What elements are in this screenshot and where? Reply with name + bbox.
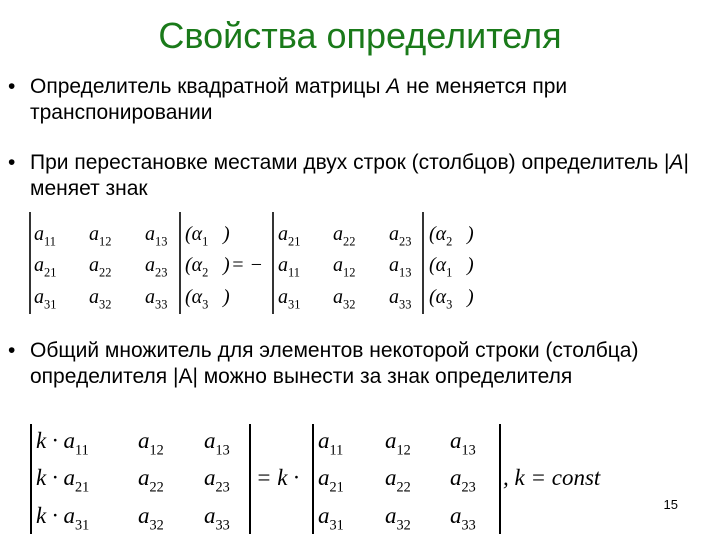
- matrix-element: $a_{23}$: [389, 223, 412, 249]
- matrix-element: $a_{33}$: [145, 286, 168, 312]
- matrix-element: $a_{12}$: [138, 428, 164, 459]
- bullet-text-part: При перестановке местами двух строк (столбцов) определитель |: [30, 151, 670, 174]
- equals-minus-sign: = −: [231, 254, 263, 276]
- column-label-paren: ): [223, 254, 230, 276]
- matrix-variable: A: [669, 151, 684, 174]
- matrix-element: $a_{22}$: [89, 254, 112, 280]
- matrix-element: $a_{31}$: [34, 286, 57, 312]
- k-constant-condition: , k = const: [503, 465, 601, 490]
- matrix-element: $a_{22}$: [138, 465, 164, 496]
- bullet-text: Общий множитель для элементов некоторой строки (столбца) определителя |А| можно вынести за знак определителя: [30, 339, 639, 388]
- matrix-element: $a_{31}$: [318, 503, 344, 534]
- matrix-element: $a_{23}$: [450, 465, 476, 496]
- matrix-element: $a_{31}$: [278, 286, 301, 312]
- matrix-element: $a_{13}$: [450, 428, 476, 459]
- matrix-element: $k \cdot a_{31}$: [36, 503, 90, 534]
- matrix-element: $a_{22}$: [333, 223, 356, 249]
- bullet-marker: •: [8, 151, 16, 174]
- matrix-element: $a_{13}$: [389, 254, 412, 280]
- matrix-element: $a_{33}$: [204, 503, 230, 534]
- matrix-element: $a_{13}$: [145, 223, 168, 249]
- matrix-element: $a_{12}$: [89, 223, 112, 249]
- matrix-element: $a_{21}$: [318, 465, 344, 496]
- column-label: ($\alpha_2$: [185, 254, 209, 280]
- bullet-text-part: | меняет знак: [30, 151, 689, 200]
- matrix-element: $a_{33}$: [450, 503, 476, 534]
- bullet-text-part: не меняется при транспонировании: [30, 75, 568, 124]
- column-label: ($\alpha_3$: [185, 286, 209, 312]
- bullet-marker: •: [8, 75, 16, 98]
- matrix-variable: A: [386, 75, 401, 98]
- matrix-element: $a_{11}$: [318, 428, 344, 459]
- column-label: ($\alpha_3$: [429, 286, 453, 312]
- matrix-element: $a_{32}$: [138, 503, 164, 534]
- column-label: ($\alpha_2$: [429, 223, 453, 249]
- column-label-paren: ): [223, 223, 230, 245]
- equals-k-factor: = k ·: [256, 465, 299, 490]
- matrix-element: $a_{12}$: [385, 428, 411, 459]
- bullet-marker: •: [8, 339, 16, 362]
- matrix-element: $a_{21}$: [34, 254, 57, 280]
- matrix-element: $a_{33}$: [389, 286, 412, 312]
- matrix-element: $a_{32}$: [385, 503, 411, 534]
- matrix-element: $a_{12}$: [333, 254, 356, 280]
- formula-row-swap: [30, 212, 474, 314]
- matrix-element: $a_{23}$: [145, 254, 168, 280]
- column-label-paren: ): [467, 223, 474, 245]
- column-label-paren: ): [467, 286, 474, 308]
- column-label: ($\alpha_1$: [429, 254, 453, 280]
- matrix-element: $a_{22}$: [385, 465, 411, 496]
- matrix-element: $a_{32}$: [333, 286, 356, 312]
- matrix-element: $a_{13}$: [204, 428, 230, 459]
- matrix-element: $a_{23}$: [204, 465, 230, 496]
- column-label: ($\alpha_1$: [185, 223, 209, 249]
- bullet-text-part: Определитель квадратной матрицы: [30, 75, 387, 98]
- matrix-element: $a_{11}$: [278, 254, 300, 280]
- matrix-element: $a_{32}$: [89, 286, 112, 312]
- column-label-paren: ): [467, 254, 474, 276]
- formula-common-factor: [31, 424, 601, 534]
- matrix-element: $a_{11}$: [34, 223, 56, 249]
- matrix-element: $a_{21}$: [278, 223, 301, 249]
- matrix-element: $k \cdot a_{21}$: [36, 465, 90, 496]
- column-label-paren: ): [223, 286, 230, 308]
- slide-number: 15: [663, 497, 678, 512]
- slide-title: Свойства определителя: [158, 15, 562, 56]
- matrix-element: $k \cdot a_{11}$: [36, 428, 89, 459]
